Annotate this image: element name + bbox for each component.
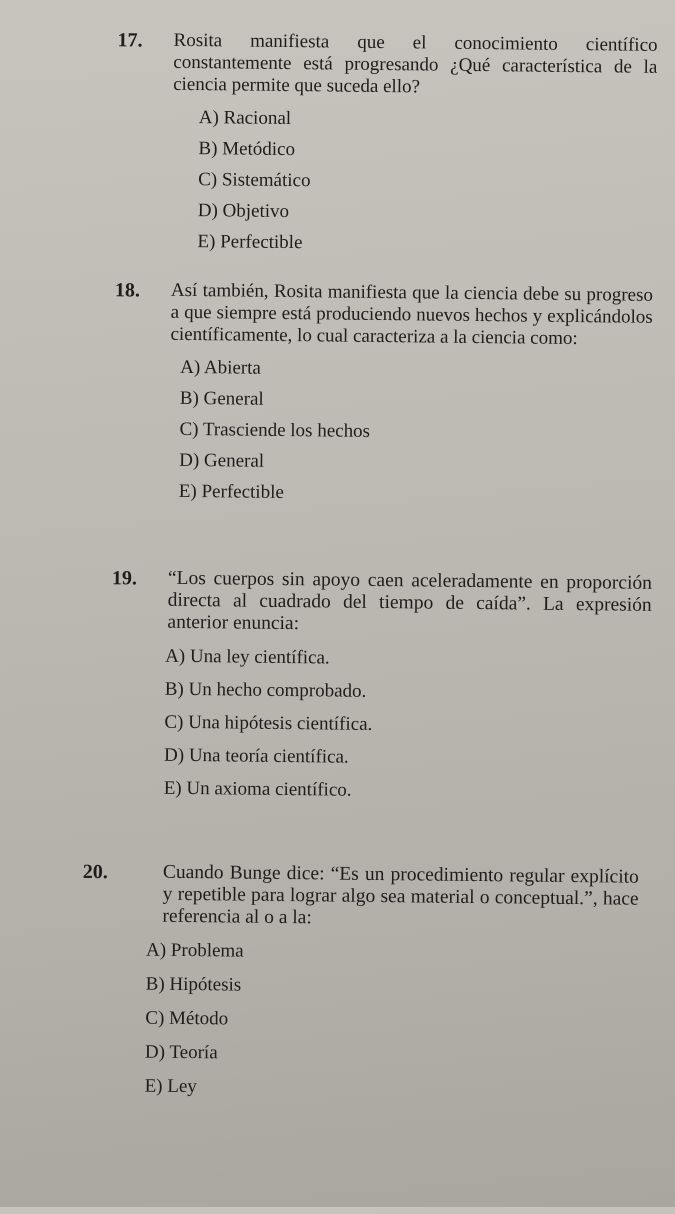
option-a: A) Una ley científica. bbox=[165, 645, 330, 669]
option-list bbox=[179, 352, 653, 512]
question-18 bbox=[113, 279, 653, 512]
option-list bbox=[164, 640, 652, 810]
option-d: D) Teoría bbox=[144, 1041, 218, 1064]
option-b: B) Metódico bbox=[198, 138, 296, 161]
option-c: C) Una hipótesis científica. bbox=[164, 711, 373, 735]
option-b: B) Hipótesis bbox=[145, 973, 242, 996]
option-c: C) Trasciende los hechos bbox=[179, 418, 371, 442]
question-17 bbox=[115, 29, 657, 262]
option-b: B) General bbox=[179, 387, 264, 410]
question-text: “Los cuerpos sin apoyo caen aceleradamente en proporción directa al cuadrado del tiempo de caída”. La expresión anterior enuncia: bbox=[167, 567, 653, 635]
option-e: E) Ley bbox=[144, 1075, 197, 1098]
question-number: 17. bbox=[117, 29, 143, 52]
option-c: C) Sistemático bbox=[198, 169, 311, 192]
option-a: A) Racional bbox=[198, 107, 292, 130]
question-number: 19. bbox=[111, 567, 138, 590]
option-e: E) Un axioma científico. bbox=[163, 777, 352, 801]
option-a: A) Problema bbox=[145, 939, 244, 962]
option-d: D) Una teoría científica. bbox=[163, 744, 349, 768]
question-text: Cuando Bunge dice: “Es un procedimiento regular explícito y repetible para lograr algo sea material o conceptual.”, hace referencia al o a la: bbox=[162, 861, 639, 929]
question-19 bbox=[110, 567, 652, 810]
question-20 bbox=[80, 861, 639, 1109]
option-list bbox=[197, 102, 657, 262]
question-number: 20. bbox=[82, 860, 108, 884]
option-e: E) Perfectible bbox=[197, 231, 303, 254]
question-number: 18. bbox=[114, 279, 141, 302]
option-a: A) Abierta bbox=[180, 356, 262, 379]
option-d: D) Objetivo bbox=[197, 200, 290, 223]
question-text: Rosita manifiesta que el conocimiento científico constantemente está progresando ¿Qué característica de la ciencia permite que suceda ello? bbox=[173, 29, 658, 98]
question-text: Así también, Rosita manifiesta que la ciencia debe su progreso a que siempre está produciendo nuevos hechos y explicándolos científicamente, lo cual caracteriza a la ciencia como: bbox=[170, 279, 654, 350]
option-e: E) Perfectible bbox=[178, 480, 284, 503]
option-c: C) Método bbox=[145, 1007, 229, 1030]
option-d: D) General bbox=[179, 449, 265, 472]
option-list bbox=[144, 934, 638, 1109]
option-b: B) Un hecho comprobado. bbox=[164, 678, 367, 702]
